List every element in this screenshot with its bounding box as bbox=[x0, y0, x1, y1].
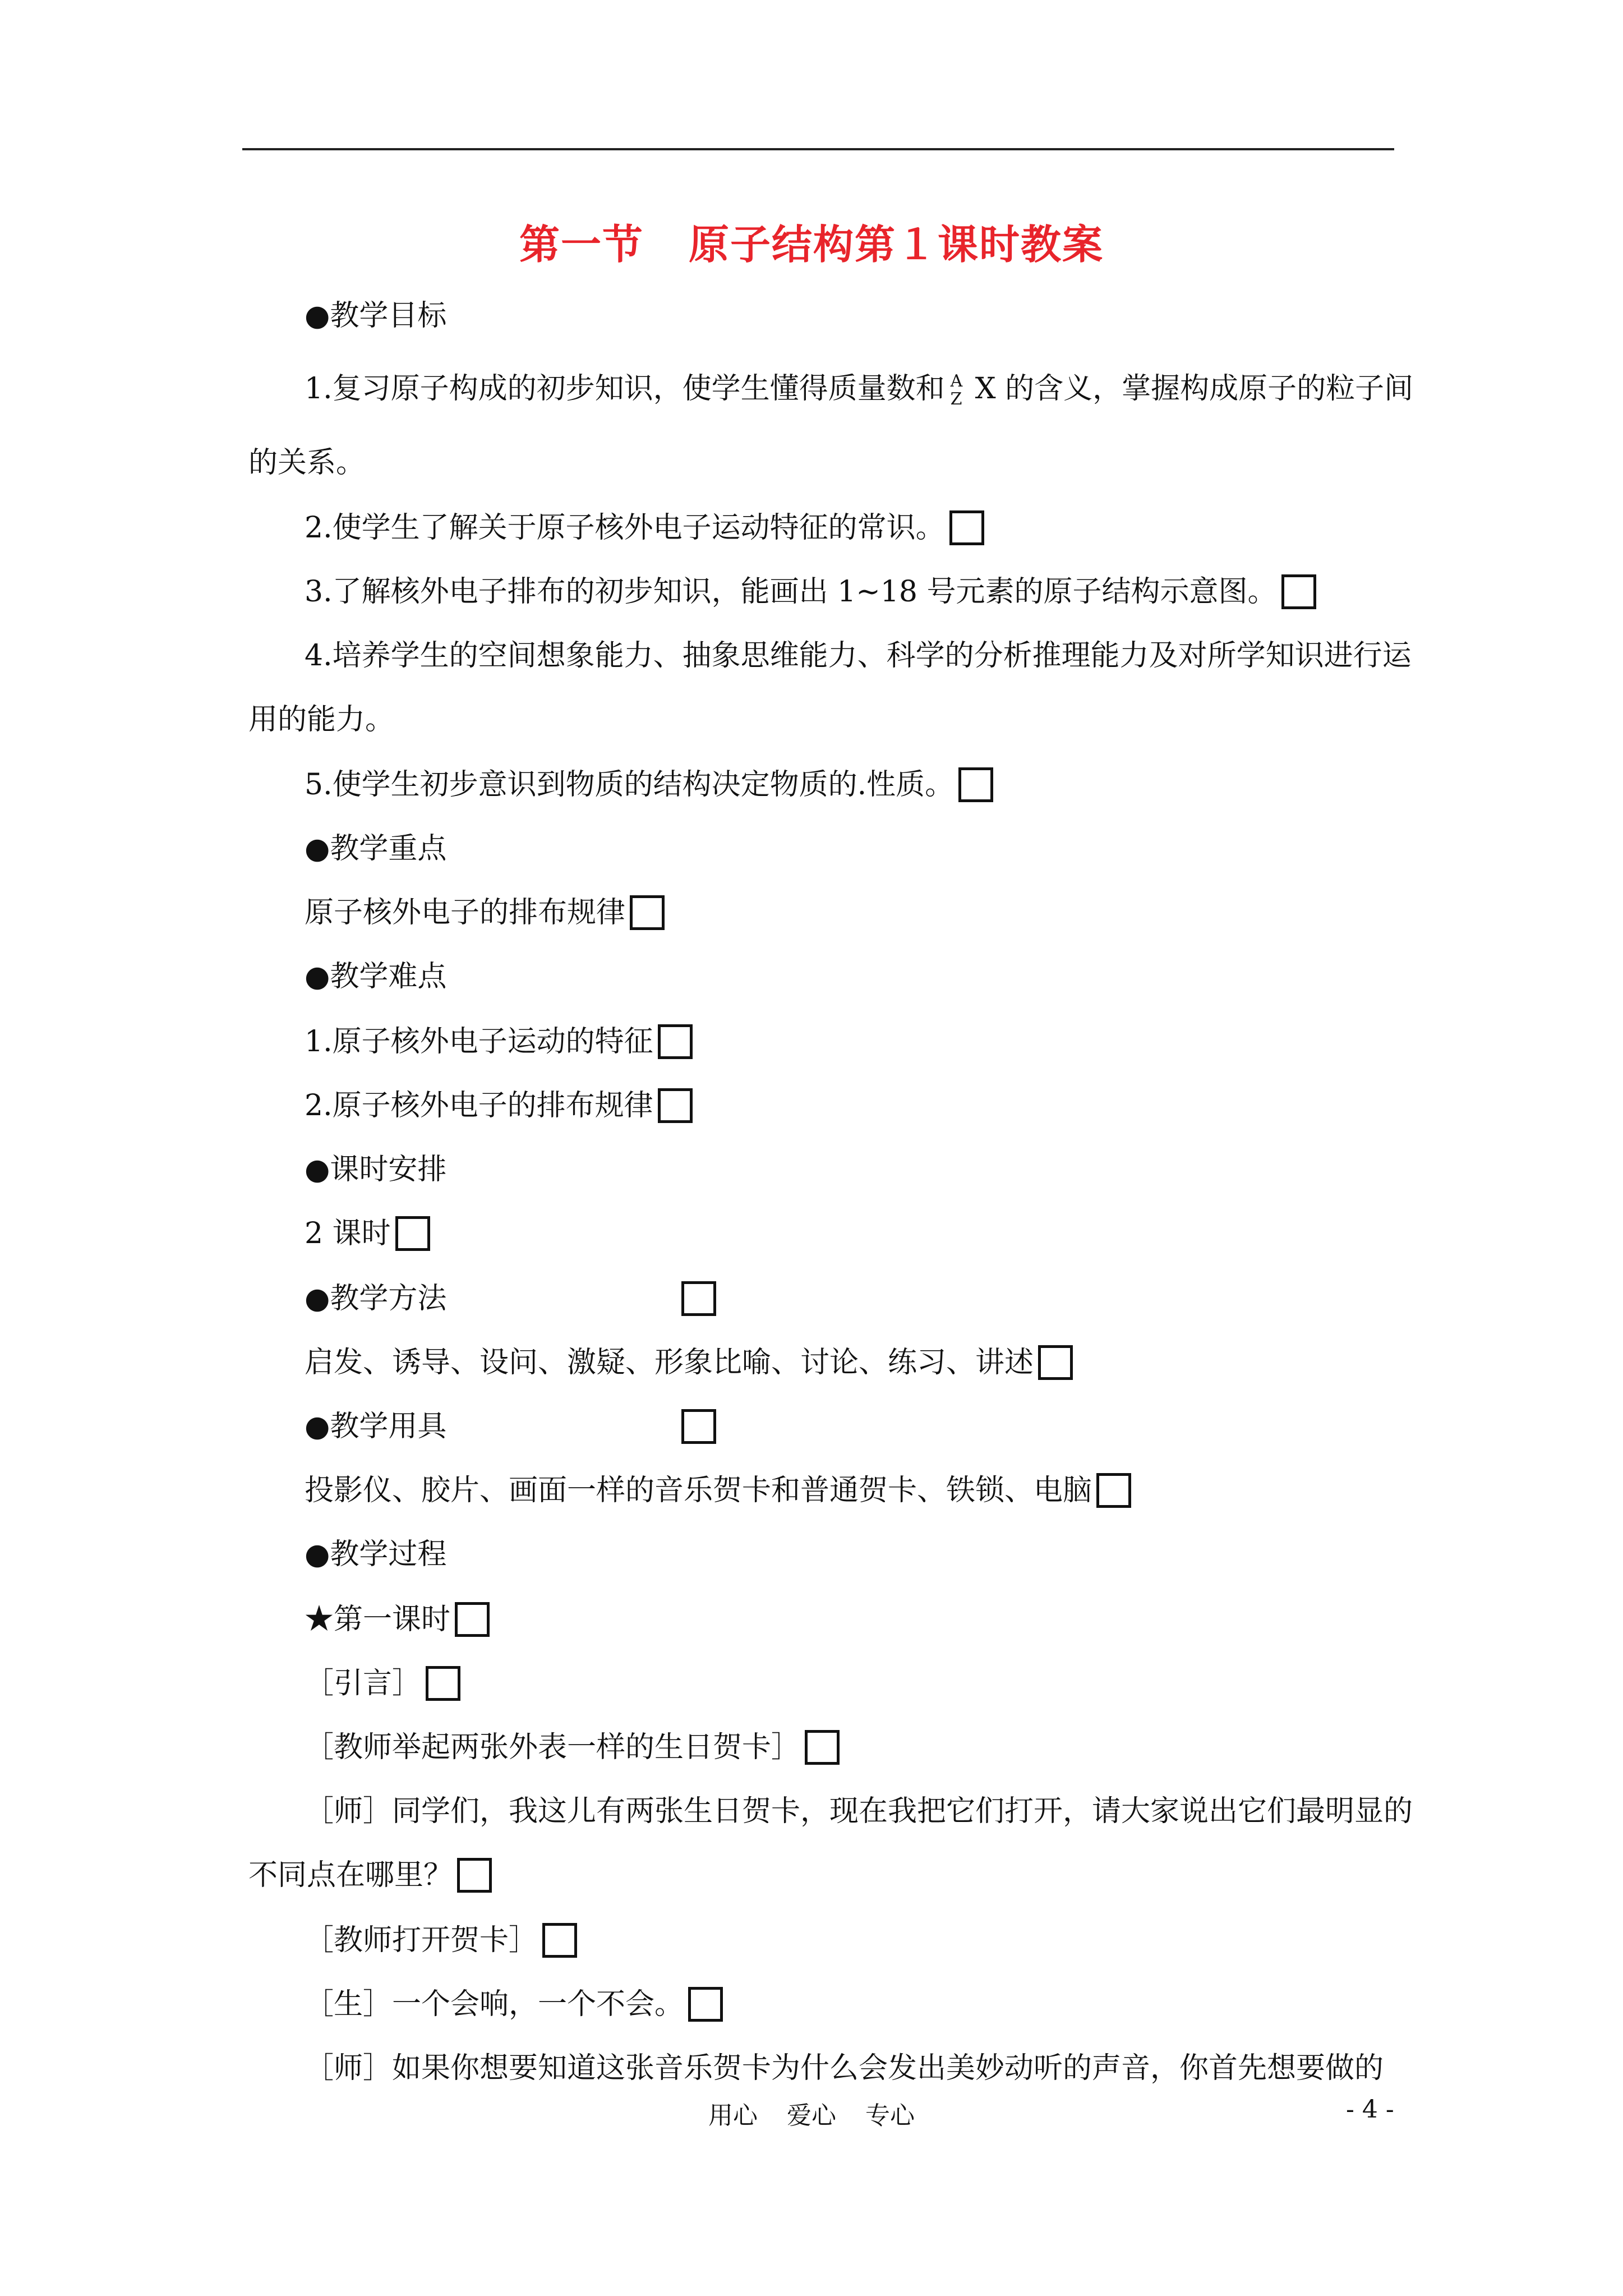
key-point-1: 原子核外电子的排布规律 bbox=[305, 893, 665, 932]
checkbox[interactable] bbox=[658, 1024, 693, 1059]
hard-heading: ●教学难点 bbox=[305, 960, 447, 993]
teacher-line-1: ［师］同学们，我这儿有两张生日贺卡，现在我把它们打开，请大家说出它们最明显的 bbox=[305, 1795, 1413, 1828]
goal-1-line-2: 的关系。 bbox=[248, 446, 366, 480]
method-heading: ●教学方法 bbox=[305, 1282, 447, 1315]
teacher-line-2: ［师］如果你想要知道这张音乐贺卡为什么会发出美妙动听的声音，你首先想要做的 bbox=[305, 2051, 1384, 2085]
page-number: - 4 - bbox=[1346, 2095, 1394, 2124]
checkbox[interactable] bbox=[1038, 1345, 1073, 1380]
checkbox[interactable] bbox=[395, 1216, 430, 1251]
goal-4-line-2: 用的能力。 bbox=[248, 703, 395, 737]
checkbox[interactable] bbox=[805, 1730, 840, 1765]
checkbox[interactable] bbox=[630, 895, 665, 930]
checkbox[interactable] bbox=[949, 510, 984, 545]
intro-label: ［引言］ bbox=[305, 1664, 460, 1703]
footer-motto: 用心 爱心 专心 bbox=[708, 2101, 915, 2130]
tools-list: 投影仪、胶片、画面一样的音乐贺卡和普通贺卡、铁锁、电脑 bbox=[305, 1471, 1131, 1510]
teacher-action-1: ［教师举起两张外表一样的生日贺卡］ bbox=[305, 1728, 840, 1767]
hard-point-2: 2.原子核外电子的排布规律 bbox=[305, 1086, 693, 1125]
key-heading: ●教学重点 bbox=[305, 832, 447, 866]
checkbox[interactable] bbox=[688, 1987, 723, 2022]
goal-heading: ●教学目标 bbox=[305, 299, 447, 333]
tools-heading: ●教学用具 bbox=[305, 1410, 447, 1443]
checkbox[interactable] bbox=[958, 767, 993, 802]
checkbox[interactable] bbox=[457, 1858, 492, 1893]
page-title: 第一节 原子结构第１课时教案 bbox=[519, 220, 1104, 268]
checkbox[interactable] bbox=[1281, 574, 1316, 609]
hard-point-1: 1.原子核外电子运动的特征 bbox=[305, 1022, 693, 1061]
checkbox[interactable] bbox=[658, 1088, 693, 1123]
nuclide-symbol: A Z bbox=[950, 371, 963, 409]
checkbox[interactable] bbox=[426, 1666, 460, 1701]
goal-5: 5.使学生初步意识到物质的结构决定物质的.性质。 bbox=[305, 765, 993, 804]
checkbox[interactable] bbox=[542, 1923, 577, 1958]
lesson-1-heading: ★第一课时 bbox=[305, 1600, 490, 1639]
goal-2: 2.使学生了解关于原子核外电子运动特征的常识。 bbox=[305, 508, 984, 547]
student-line-1: ［生］一个会响，一个不会。 bbox=[305, 1985, 723, 2024]
checkbox[interactable] bbox=[1096, 1473, 1131, 1508]
method-list: 启发、诱导、设问、激疑、形象比喻、讨论、练习、讲述 bbox=[305, 1343, 1073, 1382]
checkbox[interactable] bbox=[455, 1602, 490, 1637]
checkbox[interactable] bbox=[681, 1281, 716, 1316]
goal-3: 3.了解核外电子排布的初步知识，能画出 1~18 号元素的原子结构示意图。 bbox=[305, 572, 1316, 611]
teacher-action-2: ［教师打开贺卡］ bbox=[305, 1921, 577, 1960]
goal-4-line-1: 4.培养学生的空间想象能力、抽象思维能力、科学的分析推理能力及对所学知识进行运 bbox=[305, 639, 1412, 673]
checkbox[interactable] bbox=[681, 1409, 716, 1444]
schedule-heading: ●课时安排 bbox=[305, 1153, 447, 1186]
process-heading: ●教学过程 bbox=[305, 1538, 447, 1571]
goal-1-line-1: 1.复习原子构成的初步知识，使学生懂得质量数和 A Z X 的含义，掌握构成原子的粒子间 bbox=[305, 371, 1414, 409]
teacher-line-1-cont: 不同点在哪里？ bbox=[248, 1856, 492, 1895]
header-rule bbox=[242, 148, 1394, 150]
schedule-value: 2 课时 bbox=[305, 1214, 430, 1253]
